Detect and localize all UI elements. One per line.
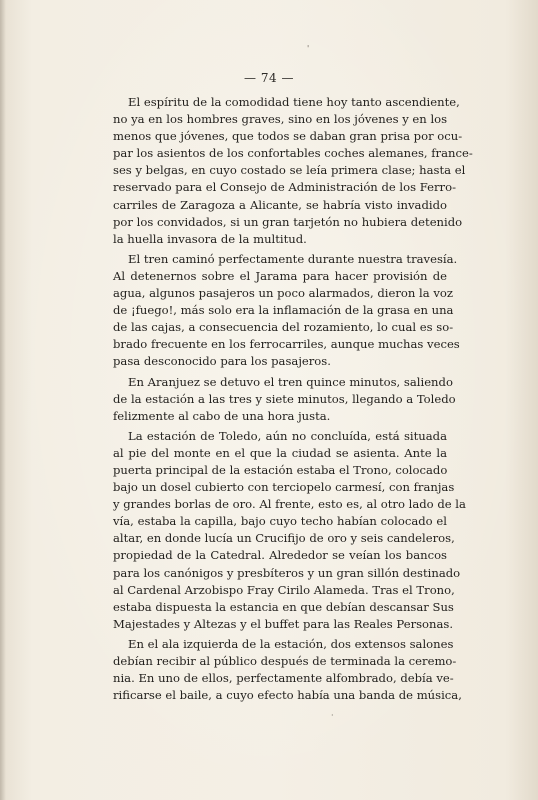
text-line: estaba dispuesta la estancia en que debían descansar Sus <box>113 599 454 614</box>
text-line: El espíritu de la comodidad tiene hoy tanto ascendiente, <box>128 95 460 109</box>
paragraph <box>113 636 462 704</box>
text-line: reservado para el Consejo de Administración de los Ferro- <box>113 180 457 195</box>
paragraph <box>113 428 466 633</box>
text-line: En Aranjuez se detuvo el tren quince minutos, saliendo <box>128 374 453 389</box>
text-line: de la estación a las tres y siete minutos, llegando a Toledo <box>113 391 456 406</box>
body-text <box>113 94 473 707</box>
text-line: bajo un dosel cubierto con terciopelo carmesí, con franjas <box>113 480 455 495</box>
page-mark-top: ' <box>307 44 310 53</box>
text-line: puerta principal de la estación estaba el Trono, colocado <box>113 462 448 477</box>
text-line: carriles de Zaragoza a Alicante, se habría visto invadido <box>113 197 447 212</box>
text-line: ses y belgas, en cuyo costado se leía primera clase; hasta el <box>113 163 466 178</box>
paragraph <box>113 251 460 371</box>
text-line: menos que jóvenes, que todos se daban gran prisa por ocu- <box>113 129 463 144</box>
text-line: y grandes borlas de oro. Al frente, esto es, al otro lado de la <box>113 497 466 512</box>
text-line: para los canónigos y presbíteros y un gran sillón destinado <box>113 565 461 580</box>
text-line: Majestades y Altezas y el buffet para las Reales Personas. <box>113 616 454 631</box>
text-line: En el ala izquierda de la estación, dos extensos salones <box>128 636 454 651</box>
text-line: propiedad de la Catedral. Alrededor se veían los bancos <box>113 548 447 563</box>
text-line: la huella invasora de la multitud. <box>113 231 307 246</box>
paragraph <box>113 94 473 248</box>
text-line: Al detenernos sobre el Jarama para hacer provisión de <box>113 268 447 283</box>
text-line: por los convidados, si un gran tarjetón no hubiera detenido <box>113 214 463 229</box>
text-line: rificarse el baile, a cuyo efecto había una banda de música, <box>113 688 462 703</box>
page-number: — 74 — <box>244 71 294 85</box>
text-line: agua, algunos pasajeros un poco alarmados, dieron la voz <box>113 286 453 301</box>
text-line: altar, en donde lucía un Crucifijo de oro y seis candeleros, <box>113 531 455 546</box>
paragraph <box>113 374 456 425</box>
spine-shadow <box>0 0 6 800</box>
text-line: al Cardenal Arzobispo Fray Cirilo Alameda. Tras el Trono, <box>113 582 455 597</box>
text-line: par los asientos de los confortables coches alemanes, france- <box>113 146 473 161</box>
text-line: de ¡fuego!, más solo era la inflamación de la grasa en una <box>113 303 454 318</box>
text-line: La estación de Toledo, aún no concluída, está situada <box>128 428 447 443</box>
page-mark-bottom: · <box>331 711 334 720</box>
text-line: felizmente al cabo de una hora justa. <box>113 408 331 423</box>
text-line: brado frecuente en los ferrocarriles, aunque muchas veces <box>113 337 460 352</box>
text-line: al pie del monte en el que la ciudad se asienta. Ante la <box>113 445 447 460</box>
text-line: nia. En uno de ellos, perfectamente alfombrado, debía ve- <box>113 671 454 686</box>
text-line: debían recibir al público después de terminada la ceremo- <box>113 654 457 668</box>
text-line: El tren caminó perfectamente durante nuestra travesía. <box>128 251 458 266</box>
text-line: pasa desconocido para los pasajeros. <box>113 354 331 369</box>
text-line: no ya en los hombres graves, sino en los jóvenes y en los <box>113 112 448 127</box>
text-line: de las cajas, a consecuencia del rozamiento, lo cual es so- <box>113 320 454 335</box>
text-line: vía, estaba la capilla, bajo cuyo techo habían colocado el <box>113 514 447 529</box>
